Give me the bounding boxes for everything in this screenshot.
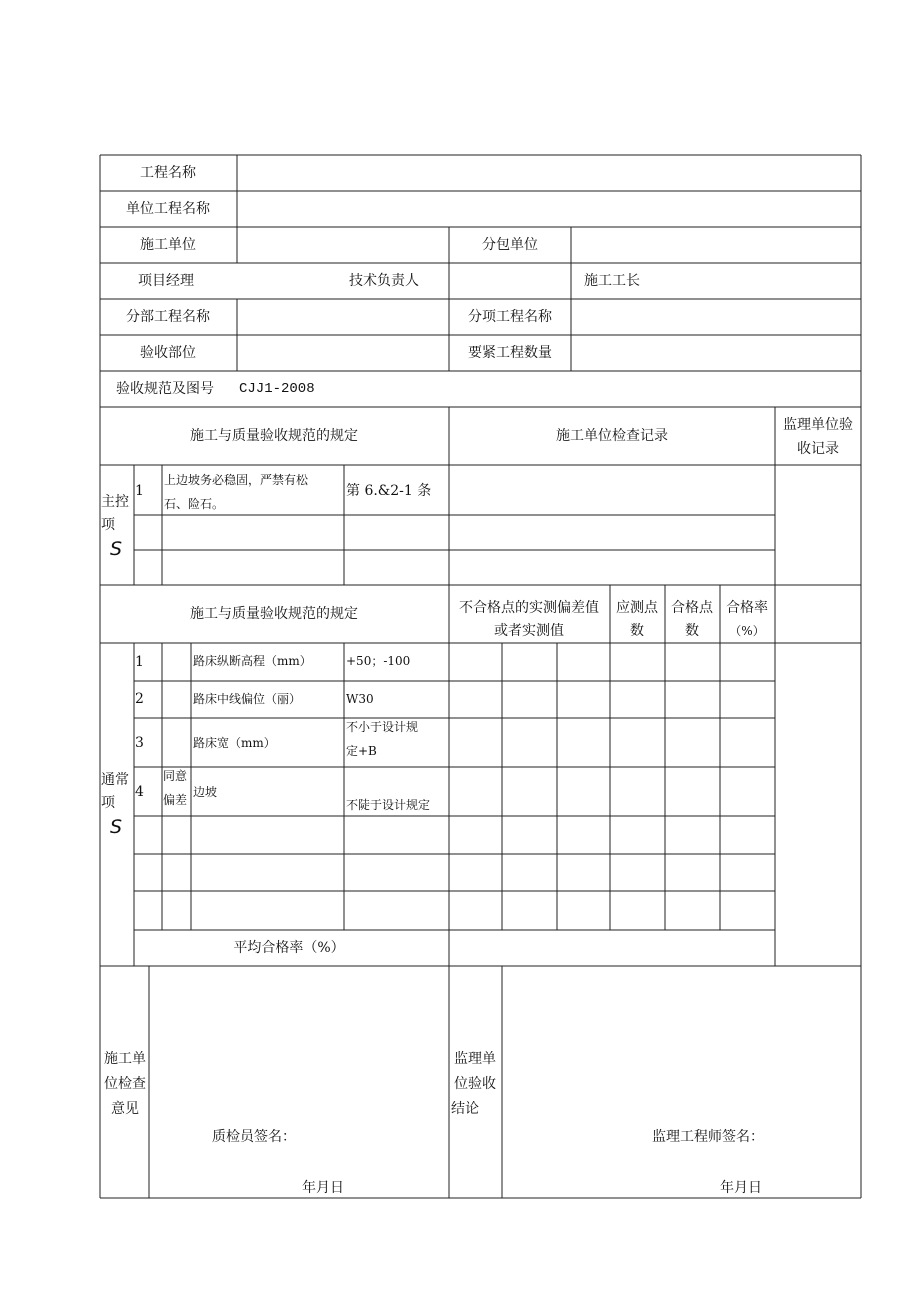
general-item-no: 2	[135, 691, 144, 707]
pass-rate-header-2: （%）	[729, 624, 765, 638]
general-item-req: +50；-100	[346, 654, 411, 668]
check-record-header: 施工单位检查记录	[556, 428, 668, 444]
contractor-label: 施工单位	[140, 237, 196, 253]
allowable-deviation-label: 同意	[163, 769, 188, 783]
general-item-req: 不小于设计规	[346, 720, 419, 734]
general-item-req: 不陡于设计规定	[346, 798, 431, 812]
contractor-opinion-label-3: 意见	[111, 1101, 139, 1117]
general-group-label: 通常	[101, 772, 129, 788]
pass-rate-header: 合格率	[726, 600, 768, 616]
supervisor-conclusion-label-2: 位验收	[454, 1076, 496, 1092]
average-pass-rate-label: 平均合格率（%）	[233, 940, 345, 956]
general-item-no: 3	[135, 735, 144, 751]
technical-lead-label: 技术负责人	[349, 273, 419, 289]
project-manager-label: 项目经理	[138, 273, 194, 289]
general-group-symbol: S	[110, 816, 123, 838]
deviation-header-2: 或者实测值	[494, 623, 564, 639]
general-group-label-2: 项	[101, 795, 115, 811]
general-spec-header: 施工与质量验收规范的规定	[190, 606, 358, 622]
main-spec-header: 施工与质量验收规范的规定	[190, 428, 358, 444]
supervisor-record-header-2: 收记录	[797, 441, 839, 457]
passed-points-header-2: 数	[685, 623, 699, 639]
key-quantity-label: 要紧工程数量	[468, 345, 552, 361]
date-left: 年月日	[302, 1180, 344, 1196]
main-item-desc: 上边坡务必稳固，严禁有松	[164, 473, 309, 487]
supervisor-conclusion-label: 监理单	[454, 1051, 496, 1067]
main-control-group-label: 主控	[101, 494, 129, 510]
general-item-name: 路床宽（mm）	[193, 736, 276, 750]
subitem-name-label: 分项工程名称	[468, 309, 552, 325]
unit-project-name-label: 单位工程名称	[126, 201, 210, 217]
inspection-location-label: 验收部位	[140, 345, 196, 361]
general-item-name: 边坡	[193, 785, 218, 799]
allowable-deviation-label-2: 偏差	[163, 793, 188, 807]
engineer-signature: 监理工程师签名：	[652, 1129, 764, 1145]
main-item-ref: 第 6.&2-1 条	[346, 483, 432, 499]
general-item-no: 4	[135, 784, 144, 800]
main-item-desc-2: 石、险石。	[164, 497, 225, 511]
contractor-opinion-label-2: 位检查	[104, 1076, 146, 1092]
measured-points-header: 应测点	[616, 600, 658, 616]
project-name-label: 工程名称	[140, 165, 196, 181]
passed-points-header: 合格点	[671, 600, 713, 616]
contractor-opinion-label: 施工单	[104, 1051, 146, 1067]
date-right: 年月日	[720, 1180, 762, 1196]
main-control-group-label-2: 项	[101, 517, 115, 533]
general-item-req-2: 定+B	[346, 744, 377, 758]
main-item-no: 1	[135, 483, 144, 499]
measured-points-header-2: 数	[630, 623, 644, 639]
subcontractor-label: 分包单位	[482, 237, 538, 253]
general-item-no: 1	[135, 654, 144, 670]
spec-value: CJJ1-2008	[239, 381, 315, 397]
supervisor-conclusion-label-3: 结论	[451, 1101, 479, 1117]
division-name-label: 分部工程名称	[126, 309, 210, 325]
general-item-name: 路床中线偏位（丽）	[193, 692, 302, 706]
foreman-label: 施工工长	[584, 273, 640, 289]
supervisor-record-header: 监理单位验	[783, 417, 853, 433]
main-control-group-symbol: S	[110, 538, 123, 560]
spec-label: 验收规范及图号	[116, 381, 214, 397]
deviation-header: 不合格点的实测偏差值	[459, 600, 599, 616]
inspector-signature: 质检员签名：	[212, 1129, 296, 1145]
general-item-name: 路床纵断高程（mm）	[193, 654, 312, 668]
general-item-req: W30	[346, 692, 374, 706]
